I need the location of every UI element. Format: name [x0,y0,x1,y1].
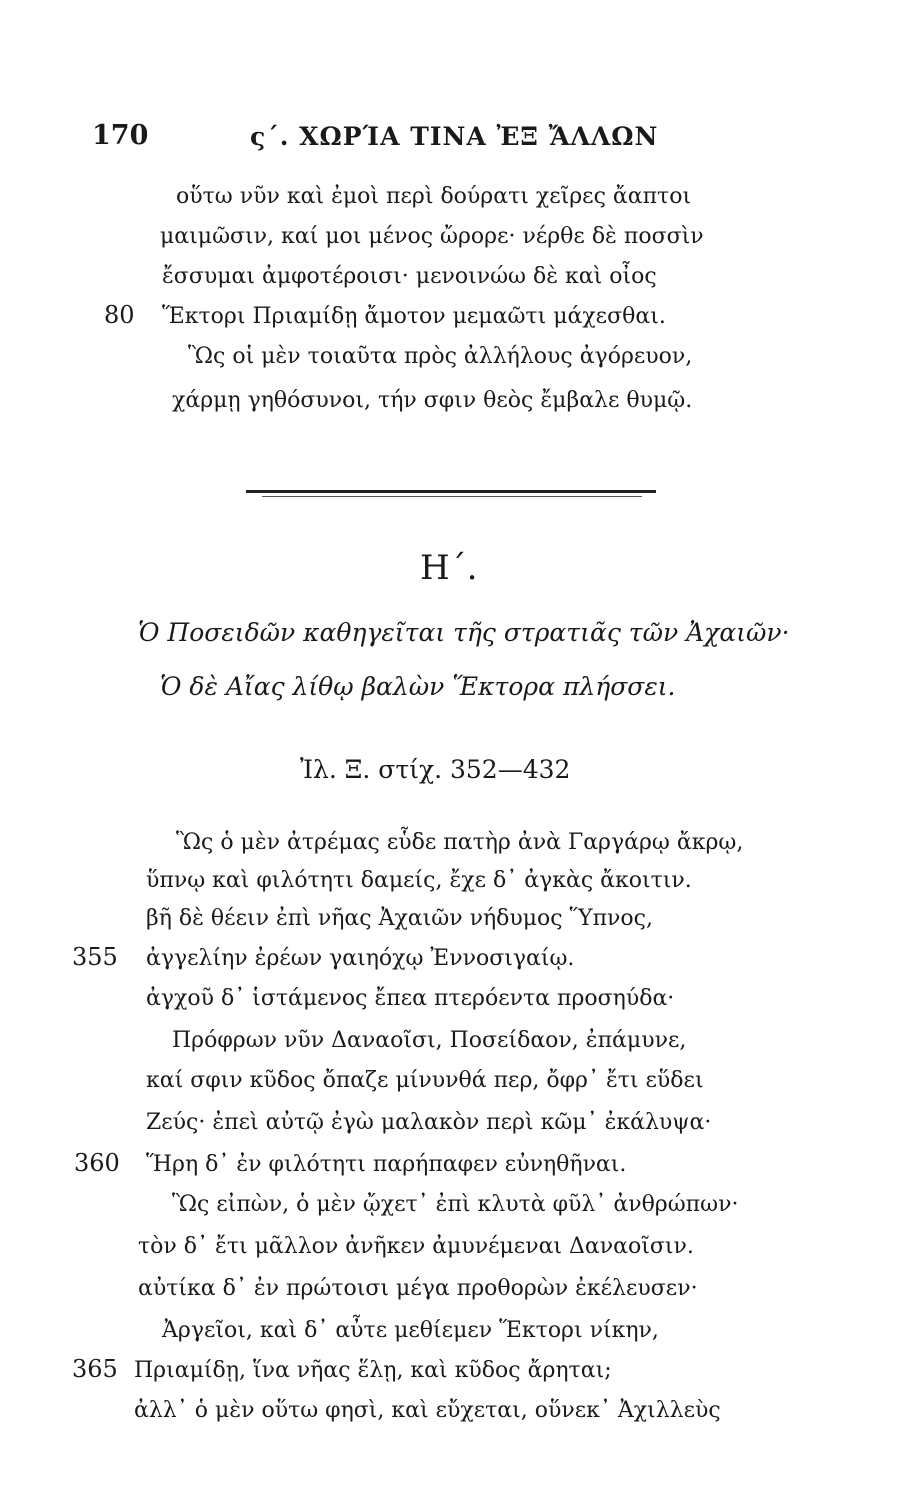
verse-line: τὸν δ᾽ ἔτι μᾶλλον ἀνῆκεν ἀμυνέμεναι Δαναοῖσιν. [138,1234,694,1259]
page-header [92,120,792,160]
argument-line: Ὁ Ποσειδῶν καθηγεῖται τῆς στρατιᾶς τῶν Ἀχαιῶν· [138,618,790,647]
verse-line: οὕτω νῦν καὶ ἐμοὶ περὶ δούρατι χεῖρες ἄαπτοι [176,184,692,209]
line-number: 355 [72,943,118,971]
verse-line: καί σφιν κῦδος ὄπαζε μίνυνθά περ, ὄφρ᾽ ἔτι εὕδει [146,1068,704,1093]
verse-line: χάρμῃ γηθόσυνοι, τήν σφιν θεὸς ἔμβαλε θυμῷ. [172,388,693,413]
verse-line: Ὣς οἱ μὲν τοιαῦτα πρὸς ἀλλήλους ἀγόρευον, [188,344,693,369]
verse-line: μαιμῶσιν, καί μοι μένος ὤρορε· νέρθε δὲ ποσσὶν [160,224,704,249]
verse-line: ὕπνῳ καὶ φιλότητι δαμείς, ἔχε δ᾽ ἀγκὰς ἄκοιτιν. [146,868,692,893]
verse-line: Ἕκτορι Πριαμίδῃ ἄμοτον μεμαῶτι μάχεσθαι. [162,304,666,329]
verse-line: Πριαμίδῃ, ἵνα νῆας ἕλῃ, καὶ κῦδος ἄρηται; [134,1358,612,1383]
verse-line: Πρόφρων νῦν Δαναοῖσι, Ποσείδαον, ἐπάμυνε, [172,1028,687,1053]
line-number: 360 [74,1149,120,1177]
section-divider [246,490,656,493]
verse-line: ἀγχοῦ δ᾽ ἱστάμενος ἔπεα πτερόεντα προσηύδα· [146,986,675,1011]
verse-line: Ὣς ὁ μὲν ἀτρέμας εὗδε πατὴρ ἀνὰ Γαργάρῳ ἄκρῳ, [176,830,744,855]
argument-line: Ὁ δὲ Αἴας λίθῳ βαλὼν Ἕκτορα πλήσσει. [160,672,676,701]
verse-line: Ζεύς· ἐπεὶ αὐτῷ ἐγὼ μαλακὸν περὶ κῶμ᾽ ἐκάλυψα· [146,1110,712,1135]
section-divider-thin [262,496,642,497]
line-number: 365 [72,1355,118,1383]
line-number: 80 [104,301,135,329]
verse-line: Ἀργεῖοι, καὶ δ᾽ αὖτε μεθίεμεν Ἕκτορι νίκην, [162,1318,659,1343]
verse-line: ἔσσυμαι ἀμφοτέροισι· μενοινώω δὲ καὶ οἶος [162,264,657,289]
verse-line: βῆ δὲ θέειν ἐπὶ νῆας Ἀχαιῶν νήδυμος Ὕπνος, [146,906,653,931]
citation: Ἰλ. Ξ. στίχ. 352—432 [300,755,571,784]
section-title: Η΄. [420,548,478,588]
verse-line: Ἥρη δ᾽ ἐν φιλότητι παρήπαφεν εὐνηθῆναι. [146,1152,627,1177]
verse-line: ἀλλ᾽ ὁ μὲν οὕτω φησὶ, καὶ εὔχεται, οὕνεκ᾽ Ἀχιλλεὺς [134,1398,721,1423]
verse-line: αὐτίκα δ᾽ ἐν πρώτοισι μέγα προθορὼν ἐκέλευσεν· [138,1276,698,1301]
verse-line: ἀγγελίην ἐρέων γαιηόχῳ Ἐννοσιγαίῳ. [146,946,575,971]
page-number: 170 [92,120,149,151]
verse-line: Ὣς εἰπὼν, ὁ μὲν ᾤχετ᾽ ἐπὶ κλυτὰ φῦλ᾽ ἀνθρώπων· [172,1192,739,1217]
running-head: ς΄. ΧΩΡΊΑ ΤΙΝΑ ἘΞ ἌΛΛΩΝ [250,122,659,151]
